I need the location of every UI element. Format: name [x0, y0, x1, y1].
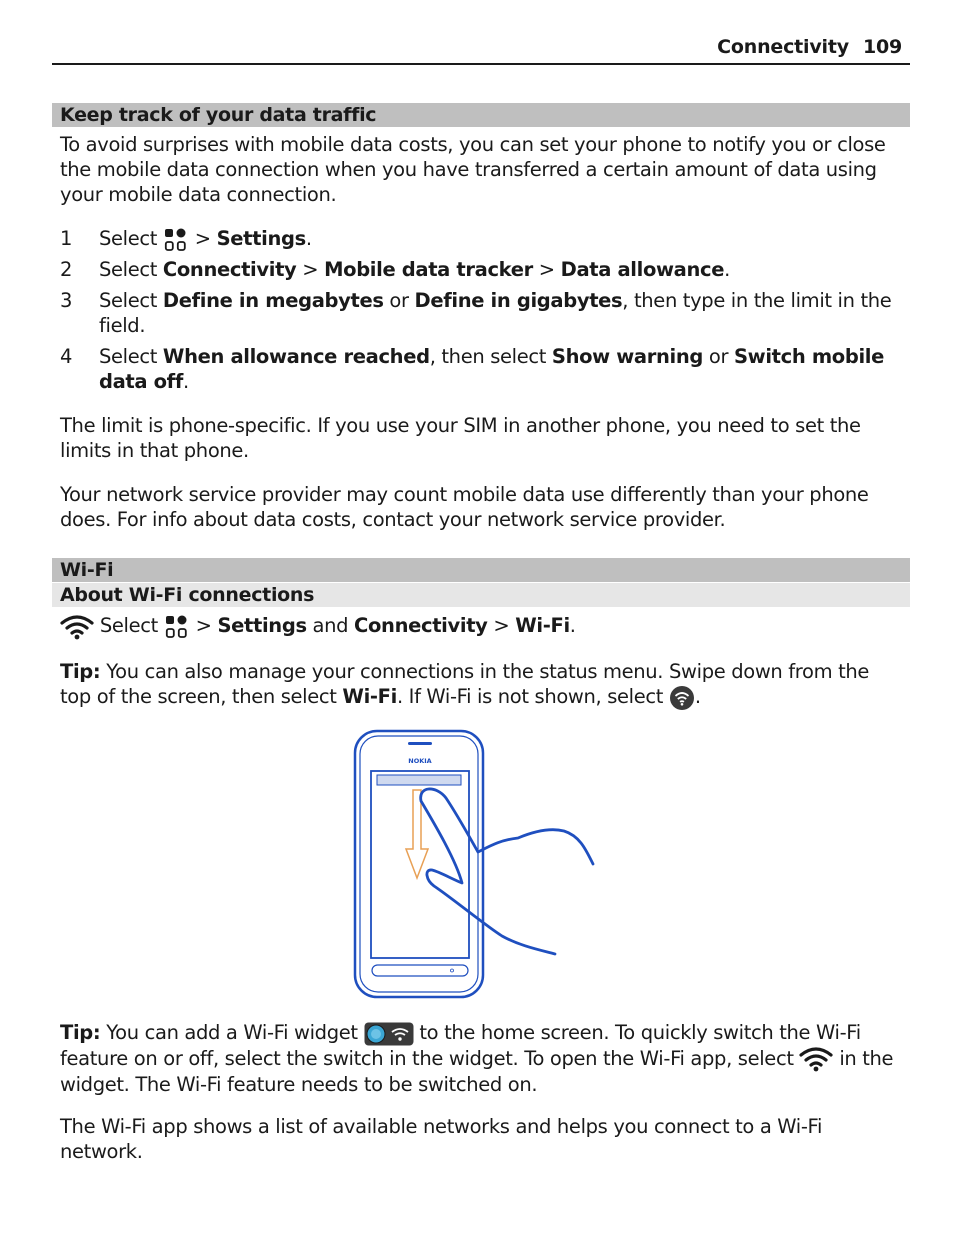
- tip-wifi-widget: [60, 1020, 905, 1097]
- ui-term-define-in-gigabytes: Define in gigabytes: [414, 289, 623, 312]
- tip-text: You can add a Wi-Fi widget: [100, 1021, 364, 1044]
- ui-term-wifi: Wi-Fi: [515, 614, 570, 637]
- step-text: .: [305, 227, 312, 250]
- step-text: and: [306, 614, 355, 637]
- step-text: .: [724, 258, 730, 281]
- tip-text: . If Wi-Fi is not shown, select: [396, 685, 669, 708]
- step-text: or: [383, 289, 415, 312]
- ui-term-wifi: Wi-Fi: [342, 685, 397, 708]
- phone-earpiece: [408, 742, 432, 745]
- wifi-icon: [799, 1046, 833, 1072]
- ui-term-mobile-data-tracker: Mobile data tracker: [324, 258, 533, 281]
- tip-text: You can also manage your connections in the status menu. Swipe down from the top of the screen, then select: [60, 660, 870, 708]
- subsection-heading-about-wifi: About Wi-Fi connections: [52, 583, 910, 607]
- tip-label: Tip:: [60, 1021, 101, 1044]
- step-text: >: [296, 258, 325, 281]
- header-section-title: Connectivity: [717, 36, 849, 58]
- provider-paragraph: Your network service provider may count mobile data use differently than your phone does. For info about data costs, contact your network service provider.: [60, 483, 869, 531]
- ui-term-connectivity: Connectivity: [162, 258, 297, 281]
- step-number: 4: [60, 345, 73, 368]
- step-text: , then type in the limit in the field.: [99, 289, 892, 337]
- wifi-icon: [60, 614, 94, 640]
- ui-term-settings: Settings: [217, 614, 307, 637]
- wifi-app-paragraph: The Wi-Fi app shows a list of available networks and helps you connect to a Wi-Fi network.: [60, 1115, 823, 1163]
- ui-term-data-allowance: Data allowance: [560, 258, 725, 281]
- phone-brand-label: NOKIA: [408, 757, 432, 765]
- step-text: >: [487, 614, 516, 637]
- step-text: >: [188, 227, 217, 250]
- wifi-round-button-icon: [669, 685, 695, 711]
- step-text: >: [532, 258, 561, 281]
- ui-term-define-in-megabytes: Define in megabytes: [162, 289, 384, 312]
- step-text: , then select: [429, 345, 552, 368]
- step-text: >: [189, 614, 218, 637]
- page-number: 109: [862, 36, 902, 58]
- step-text: .: [182, 370, 189, 393]
- ui-term-switch-mobile-data-off: Switch mobile data off: [99, 345, 884, 393]
- tip-text: in the widget. The Wi-Fi feature needs to be switched on.: [60, 1046, 894, 1096]
- step-text: Select: [99, 289, 163, 312]
- step-text: Select: [99, 227, 158, 250]
- phone-swipe-illustration: [350, 728, 600, 1000]
- step-text: .: [569, 614, 576, 637]
- tip-text: .: [694, 685, 701, 708]
- tip-text: to the home screen. To quickly switch the Wi-Fi feature on or off, select the switch in the widget. To open the Wi-Fi app, select: [60, 1021, 861, 1070]
- step-number: 3: [60, 289, 73, 312]
- section-heading-data-traffic: Keep track of your data traffic: [52, 103, 910, 127]
- step-number: 2: [60, 258, 73, 281]
- intro-paragraph: To avoid surprises with mobile data costs, you can set your phone to notify you or close the mobile data connection when you have transferred a certain amount of data using your mobile data connection.: [60, 133, 886, 206]
- wifi-widget-icon: [364, 1022, 414, 1046]
- step-text: Select: [94, 614, 164, 637]
- page-header: [52, 34, 910, 65]
- wifi-select-line: [60, 613, 905, 640]
- menu-grid-icon: [163, 227, 189, 253]
- menu-grid-icon: [164, 614, 190, 640]
- step-text: Select: [99, 345, 163, 368]
- step-text: Select: [99, 258, 163, 281]
- ui-term-show-warning: Show warning: [551, 345, 704, 368]
- step-number: 1: [60, 227, 73, 250]
- tip-status-menu: [60, 659, 905, 711]
- running-header: [717, 36, 902, 58]
- tip-label: Tip:: [60, 660, 101, 683]
- ui-term-when-allowance-reached: When allowance reached: [162, 345, 430, 368]
- status-bar: [377, 775, 461, 785]
- limit-paragraph: The limit is phone-specific. If you use your SIM in another phone, you need to set the limits in that phone.: [60, 414, 861, 462]
- step-text: or: [703, 345, 734, 368]
- ui-term-settings: Settings: [216, 227, 306, 250]
- ui-term-connectivity: Connectivity: [354, 614, 488, 637]
- section-heading-wifi: Wi-Fi: [52, 558, 910, 582]
